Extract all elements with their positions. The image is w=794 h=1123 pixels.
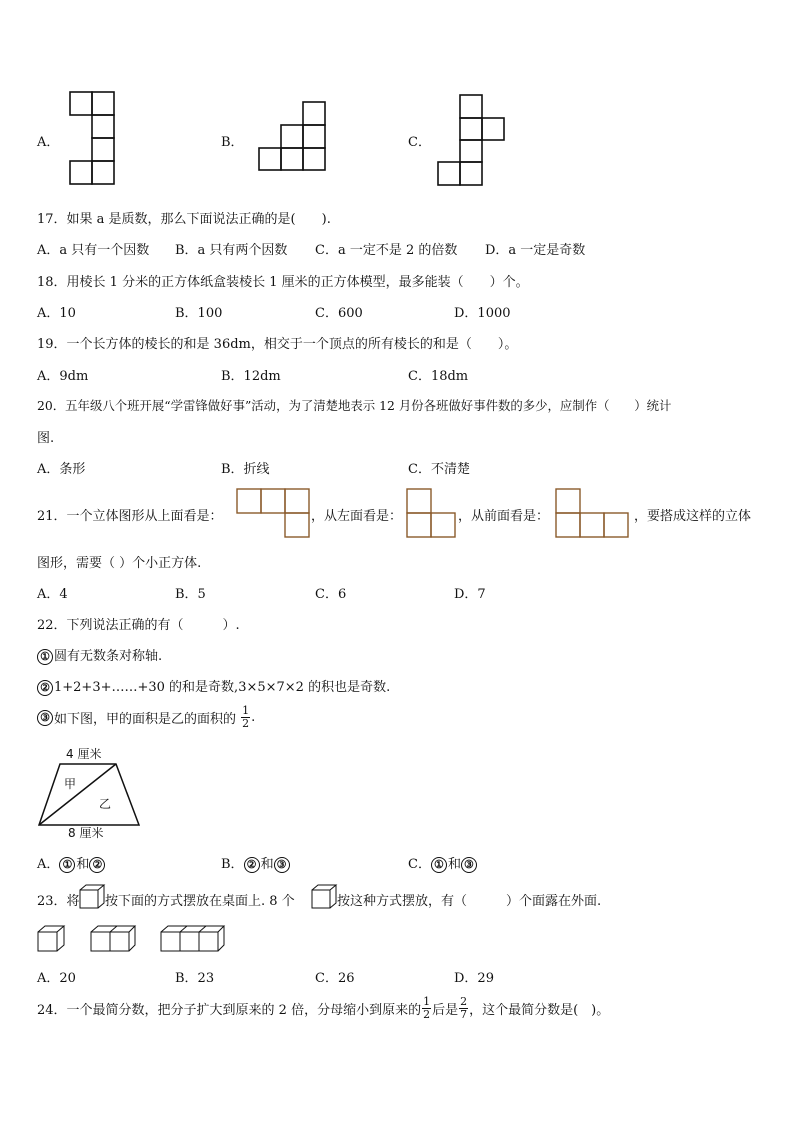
q21-question-part1: 21．一个立体图形从上面看是：: [37, 509, 223, 524]
q20-question-line2: 图.: [37, 431, 55, 446]
two-cubes-figure: [90, 925, 136, 953]
q19-option-a[interactable]: A．9dm: [37, 369, 89, 384]
q21-question-part4: ，要搭成这样的立体: [634, 509, 752, 524]
q17-option-c[interactable]: C．a 一定不是 2 的倍数: [315, 243, 458, 258]
q17-option-b[interactable]: B．a 只有两个因数: [175, 243, 288, 258]
q19-option-b[interactable]: B．12dm: [221, 369, 281, 384]
statement-3-text: 如下图，甲的面积是乙的面积的: [54, 712, 237, 727]
q18-option-d[interactable]: D．1000: [454, 306, 511, 321]
q19-option-c[interactable]: C．18dm: [408, 369, 469, 384]
q16-option-b-label: B．: [221, 135, 244, 150]
q21-question-line2: 图形，需要（ ）个小正方体.: [37, 556, 202, 571]
q21-option-b[interactable]: B．5: [175, 587, 206, 602]
q20-option-a[interactable]: A．条形: [37, 462, 86, 477]
q18-question: 18．用棱长 1 分米的正方体纸盒装棱长 1 厘米的正方体模型，最多能装（ ）个。: [37, 275, 529, 290]
trapezoid-part-a-label: 甲: [64, 777, 77, 791]
q21-question-part2: ，从左面看是：: [311, 509, 403, 524]
q24-fraction-half: $\frac{1}{2}$: [423, 995, 431, 1021]
q17-question: 17．如果 a 是质数，那么下面说法正确的是( ).: [37, 212, 331, 227]
q21-left-view-figure: [406, 488, 458, 538]
statement-1-marker: ①: [37, 649, 53, 665]
q20-option-b[interactable]: B．折线: [221, 462, 270, 477]
q20-option-c[interactable]: C．不清楚: [408, 462, 470, 477]
q21-question-part3: ，从前面看是：: [458, 509, 550, 524]
q21-top-view-figure: [236, 488, 310, 538]
q24-question: 24．一个最简分数，把分子扩大到原来的 2 倍，分母缩小到原来的 $\frac{1}{2}$ 后是 $\frac{2}{7}$ ，这个最简分数是( )。: [37, 995, 610, 1021]
q22-statement-2: [37, 676, 390, 696]
q16-option-a-figure[interactable]: [68, 90, 118, 185]
q23-option-d[interactable]: D．29: [454, 971, 494, 986]
q23-question-part1: 23．将: [37, 894, 80, 909]
q20-question-line1: 20．五年级八个班开展“学雷锋做好事”活动，为了清楚地表示 12 月份各班做好事件数的多少，应制作（ ）统计: [37, 398, 672, 413]
trapezoid-top-label: 4 厘米: [66, 747, 102, 761]
three-cubes-figure: [160, 925, 224, 953]
statement-2-marker: ②: [37, 680, 53, 696]
q16-option-c-figure[interactable]: [436, 93, 506, 188]
trapezoid-figure: [36, 762, 142, 828]
q22-statement-1: [37, 645, 162, 665]
q23-option-b[interactable]: B．23: [175, 971, 215, 986]
q23-option-c[interactable]: C．26: [315, 971, 355, 986]
q17-option-d[interactable]: D．a 一定是奇数: [485, 243, 586, 258]
q19-question: 19．一个长方体的棱长的和是 36dm，相交于一个顶点的所有棱长的和是（ ）。: [37, 337, 518, 352]
q16-option-a-label: A．: [37, 135, 60, 150]
q21-option-a[interactable]: A．4: [37, 587, 68, 602]
q18-option-a[interactable]: A．10: [37, 306, 76, 321]
q24-fraction-two-sevenths: $\frac{2}{7}$: [460, 995, 468, 1021]
q17-option-a[interactable]: A．a 只有一个因数: [37, 243, 150, 258]
q18-option-c[interactable]: C．600: [315, 306, 363, 321]
one-cube-figure: [37, 925, 65, 953]
q21-front-view-figure: [555, 488, 631, 538]
statement-1-text: 圆有无数条对称轴.: [54, 649, 163, 664]
q22-option-b[interactable]: B． ② 和 ③: [221, 853, 291, 873]
statement-3-marker: ③: [37, 710, 53, 726]
q21-option-d[interactable]: D．7: [454, 587, 486, 602]
q21-option-c[interactable]: C．6: [315, 587, 347, 602]
q16-option-b-figure[interactable]: [258, 100, 328, 172]
trapezoid-bottom-label: 8 厘米: [68, 826, 104, 840]
trapezoid-part-b-label: 乙: [99, 797, 112, 811]
q22-option-c[interactable]: C． ① 和 ③: [408, 853, 478, 873]
q22-option-a[interactable]: A． ① 和 ②: [37, 853, 106, 873]
q18-option-b[interactable]: B．100: [175, 306, 223, 321]
statement-2-text: 1+2+3+……+30 的和是奇数,3×5×7×2 的积也是奇数.: [54, 680, 391, 695]
q23-question-part3: 按这种方式摆放，有（ ）个面露在外面.: [337, 894, 602, 909]
q16-option-c-label: C．: [408, 135, 431, 150]
q23-option-a[interactable]: A．20: [37, 971, 76, 986]
cube-icon: [79, 884, 105, 910]
cube-icon: [311, 884, 337, 910]
q23-question-part2: 按下面的方式摆放在桌面上. 8 个: [105, 894, 295, 909]
q22-question: 22．下列说法正确的有（ ）.: [37, 618, 240, 633]
statement-3-fraction: $\frac{1}{2}$: [242, 704, 250, 730]
q22-statement-3: ③ 如下图，甲的面积是乙的面积的 $\frac{1}{2}$ .: [37, 705, 255, 730]
